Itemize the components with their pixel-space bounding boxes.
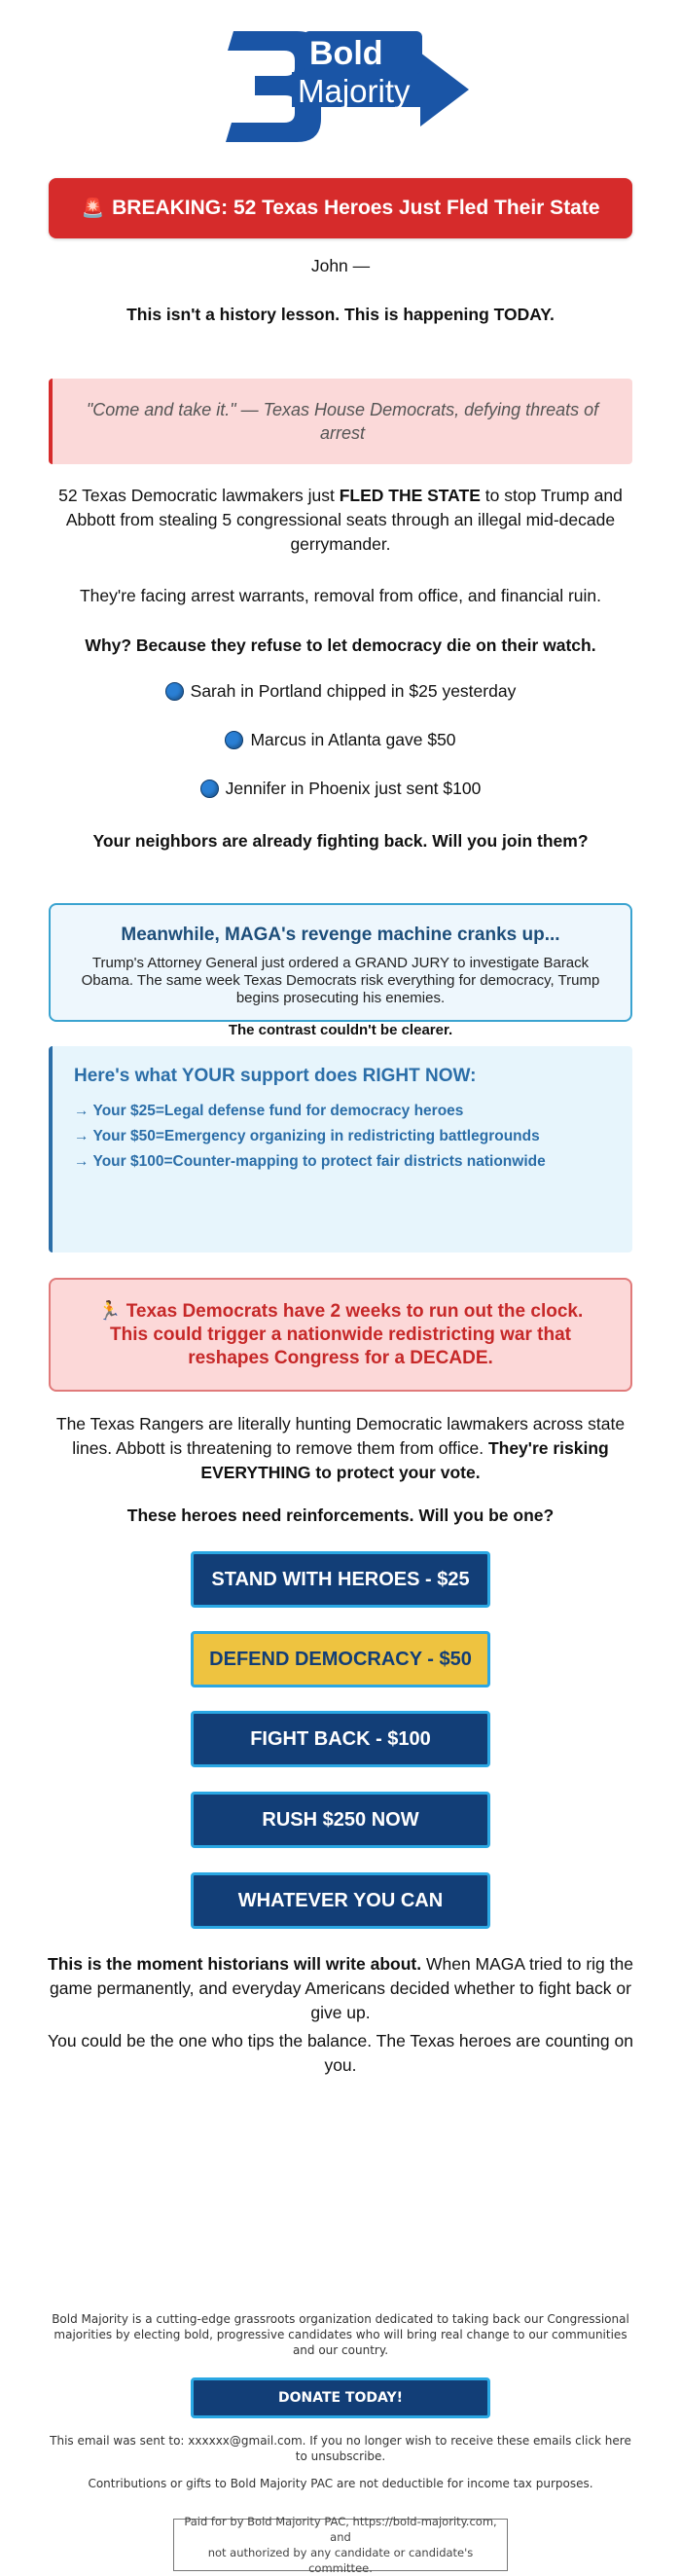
reinforcements-callout: These heroes need reinforcements. Will you be one? bbox=[126, 1506, 555, 1525]
footer-tax-disclaimer: Contributions or gifts to Bold Majority PAC are not deductible for income tax purposes. bbox=[88, 2477, 593, 2490]
maga-body: Trump's Attorney General just ordered a GRAND JURY to investigate Barack Obama. The same week Texas Democrats risk everything for democracy, Trump begins prosecuting his enemies. bbox=[81, 955, 600, 1006]
siren-icon: 🚨 bbox=[81, 199, 105, 219]
lede: This isn't a history lesson. This is happening TODAY. bbox=[126, 305, 555, 324]
maga-box bbox=[49, 903, 632, 1038]
warning-text: Texas Democrats have 2 weeks to run out the clock. This could trigger a nationwide redistricting war that reshapes Congress for a DECADE. bbox=[110, 1300, 584, 1368]
donate-250-button[interactable]: RUSH $250 NOW bbox=[191, 1792, 490, 1848]
logo-text-bold: Bold bbox=[309, 35, 383, 72]
paid-for-line: Paid for by Bold Majority PAC, https://bold-majority.com, and bbox=[184, 2515, 497, 2544]
neighbors-callout: Your neighbors are already fighting back. Will you join them? bbox=[92, 831, 589, 851]
greeting: John — bbox=[310, 256, 371, 275]
donor-item: Marcus in Atlanta gave $50 bbox=[0, 730, 681, 750]
blue-circle-icon bbox=[165, 682, 184, 701]
paragraph-rangers: The Texas Rangers are literally hunting Democratic lawmakers across state lines. Abbott is threatening to remove them from office. They're risking EVERYTHING to protect your vote. bbox=[55, 1414, 626, 1482]
blue-circle-icon bbox=[225, 731, 243, 749]
donate-50-button[interactable]: DEFEND DEMOCRACY - $50 bbox=[191, 1631, 490, 1687]
support-title: Here's what YOUR support does RIGHT NOW: bbox=[74, 1066, 477, 1086]
paragraph-facing: They're facing arrest warrants, removal from office, and financial ruin. bbox=[79, 586, 602, 605]
support-item: → Your $25=Legal defense fund for democracy heroes bbox=[74, 1103, 464, 1119]
donate-25-button[interactable]: STAND WITH HEROES - $25 bbox=[191, 1551, 490, 1608]
historians-emphasis: This is the moment historians will write about. bbox=[48, 1954, 422, 1974]
paragraph-why: Why? Because they refuse to let democracy die on their watch. bbox=[85, 635, 596, 655]
paragraph-closing: You could be the one who tips the balance. The Texas heroes are counting on you. bbox=[48, 2031, 633, 2075]
donate-100-button[interactable]: FIGHT BACK - $100 bbox=[191, 1711, 490, 1767]
footer-unsubscribe[interactable]: This email was sent to: xxxxxx@gmail.com. If you no longer wish to receive these emails click here to unsubscribe. bbox=[50, 2434, 631, 2463]
paid-for-line: not authorized by any candidate or candidate's committee. bbox=[207, 2546, 474, 2575]
maga-title: Meanwhile, MAGA's revenge machine cranks up... bbox=[121, 925, 560, 945]
support-item: → Your $100=Counter-mapping to protect fair districts nationwide bbox=[74, 1153, 546, 1170]
paid-for-disclaimer bbox=[173, 2515, 508, 2575]
breaking-banner bbox=[49, 178, 632, 238]
quote-block bbox=[49, 379, 632, 464]
footer-donate-button[interactable]: DONATE TODAY! bbox=[191, 2377, 490, 2418]
donate-any-button[interactable]: WHATEVER YOU CAN bbox=[191, 1872, 490, 1929]
donor-item: Sarah in Portland chipped in $25 yesterday bbox=[0, 681, 681, 702]
maga-contrast: The contrast couldn't be clearer. bbox=[228, 1022, 453, 1038]
runner-icon: 🏃 bbox=[97, 1300, 122, 1322]
support-box bbox=[49, 1046, 632, 1252]
support-list bbox=[74, 1099, 632, 1175]
bold-majority-logo[interactable] bbox=[0, 21, 681, 148]
blue-circle-icon bbox=[200, 780, 219, 798]
support-item: → Your $50=Emergency organizing in redistricting battlegrounds bbox=[74, 1128, 540, 1144]
quote-text: "Come and take it." — Texas House Democrats, defying threats of arrest bbox=[86, 400, 599, 443]
paragraph-historians: This is the moment historians will write about. When MAGA tried to rig the game permanently, and everyday Americans decided whether to fight back or give up. bbox=[48, 1954, 633, 2022]
warning-box bbox=[49, 1278, 632, 1392]
breaking-text: BREAKING: 52 Texas Heroes Just Fled Their State bbox=[112, 197, 600, 219]
rangers-emphasis: They're risking EVERYTHING to protect your vote. bbox=[200, 1438, 609, 1482]
fled-emphasis: FLED THE STATE bbox=[339, 486, 481, 505]
paragraph-fled: 52 Texas Democratic lawmakers just FLED THE STATE to stop Trump and Abbott from stealing 5 congressional seats through an illegal mid-decade gerrymander. bbox=[58, 486, 623, 554]
donor-item: Jennifer in Phoenix just sent $100 bbox=[0, 779, 681, 799]
logo-text-majority: Majority bbox=[298, 73, 411, 109]
footer-about: Bold Majority is a cutting-edge grassroots organization dedicated to taking back our Congressional majorities by electing bold, progressive candidates who will bring real change to our communities and our country. bbox=[52, 2312, 629, 2357]
